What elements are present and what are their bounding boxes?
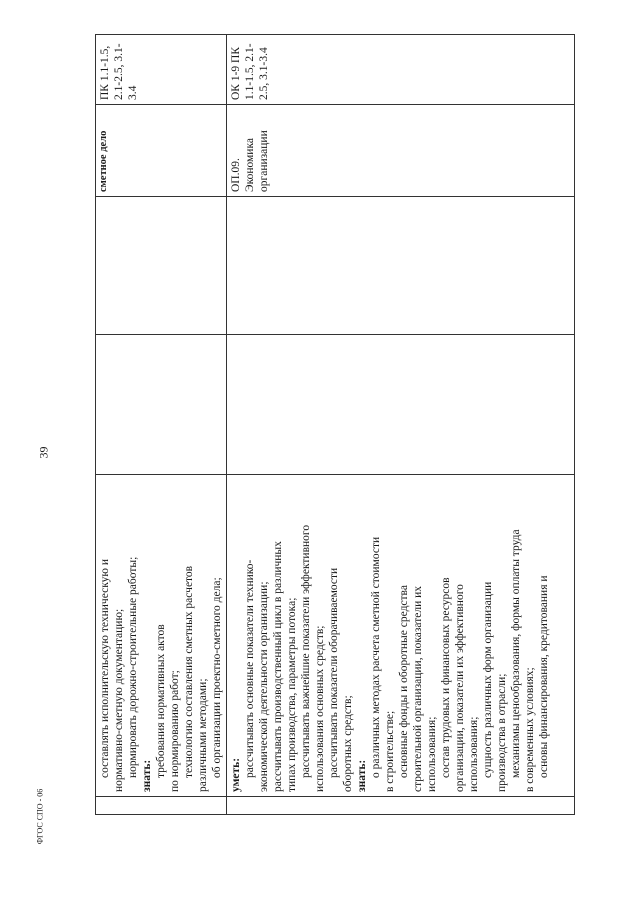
content-line: использования основных средств; [314,625,327,792]
empty-cell [227,197,575,335]
empty-cell [96,197,227,335]
content-line: требования нормативных актов [155,624,168,778]
content-line: различными методами; [197,678,210,792]
content-line: механизмы ценообразования, формы оплаты труда [510,529,523,778]
content-line: в строительстве; [384,710,397,792]
content-lines [98,479,224,792]
content-line: экономической деятельности организации; [258,581,271,792]
content-line: нормативно-сметную документацию; [113,608,126,792]
content-line: состав трудовых и финансовых ресурсов [440,577,453,778]
content-line: рассчитывать важнейшие показатели эффективного [300,524,313,778]
content-line: строительной организации, показатели их [412,585,425,792]
row-index-cell [96,797,227,815]
content-line: использования; [468,716,481,792]
competencies-cell: ПК 1.1-1.5, 2.1-2.5, 3.1-3.4 [96,35,227,105]
content-line: об организации проектно-сметного дела; [211,577,224,778]
content-line: составлять исполнительскую техническую и [99,559,111,778]
content-line: оборотных средств; [342,695,355,792]
empty-cell [96,335,227,475]
content-line: уметь: [230,757,243,792]
table-row [227,35,575,815]
content-line: основы финансирования, кредитования и [538,575,551,778]
content-cell [227,475,575,797]
competencies-cell: ОК 1-9 ПК 1.1-1.5, 2.1-2.5, 3.1-3.4 [227,35,575,105]
content-line: о различных методах расчета сметной стоимости [370,536,383,778]
content-line: основные фонды и оборотные средства [398,585,411,778]
content-line: знать: [141,759,154,792]
footer-code: ФГОС СПО - 06 [35,788,45,845]
content-line: рассчитывать производственный цикл в различных [272,541,285,792]
content-line: сущность различных форм организации [482,581,495,778]
content-line: в современных условиях; [524,667,537,792]
content-line: типах производства, параметры потока; [286,597,299,792]
content-line: рассчитывать основные показатели технико- [244,559,257,778]
content-line: по нормированию работ; [169,670,182,792]
row-index-cell [227,797,575,815]
discipline-cell: ОП.09. Экономика организации [227,105,575,197]
content-line: технологию составления сметных расчетов [183,565,196,778]
content-line: рассчитывать показатели оборачиваемости [328,567,341,778]
discipline-cell: сметное дело [96,105,227,197]
content-lines [229,479,551,792]
competency-table [95,34,575,815]
content-line: использования; [426,716,439,792]
empty-cell [227,335,575,475]
page-number: 39 [36,446,51,459]
content-line: производства в отрасли; [496,673,509,792]
content-line: организации, показатели их эффективного [454,584,467,792]
content-cell [96,475,227,797]
content-line: нормировать дорожно-строительные работы; [127,556,140,778]
table-row [96,35,227,815]
content-line: знать: [356,759,369,792]
rotated-table-frame [95,35,575,815]
